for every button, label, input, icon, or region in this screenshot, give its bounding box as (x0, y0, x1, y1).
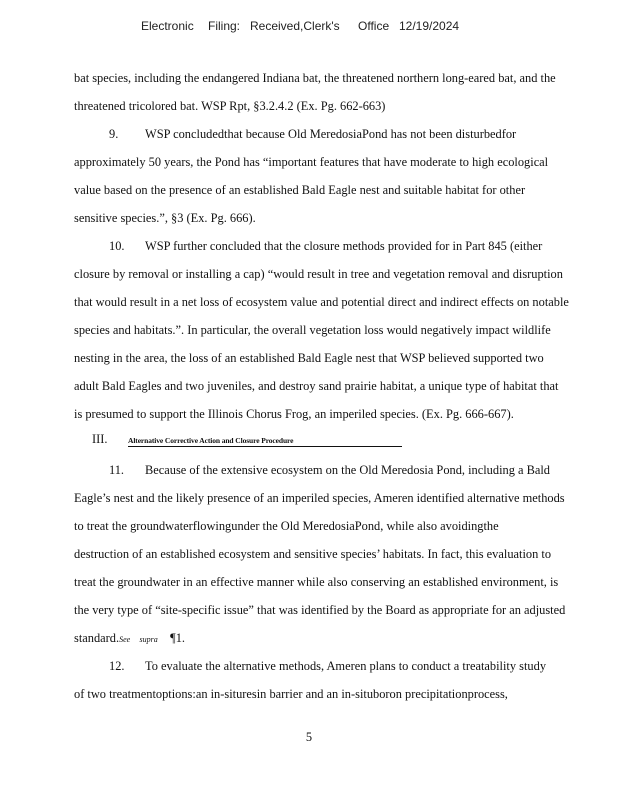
body-line: the very type of “site-specific issue” that was identified by the Board as appropriate for an adjusted (74, 603, 566, 617)
body-line: bat species, including the endangered Indiana bat, the threatened northern long-eared bat, and the (74, 71, 556, 85)
body-line: sensitive species.”, §3 (Ex. Pg. 666). (74, 211, 256, 225)
document-body (74, 64, 614, 708)
body-line: value based on the presence of an established Bald Eagle nest and suitable habitat for other (74, 183, 526, 197)
body-line: standard.See supra ¶1. (74, 631, 186, 645)
paragraph-number: 12. (109, 659, 125, 673)
header-date: 12/19/2024 (399, 19, 460, 33)
paragraph-number: 11. (109, 463, 125, 477)
body-line: threatened tricolored bat. WSP Rpt, §3.2.4.2 (Ex. Pg. 662-663) (74, 99, 386, 113)
body-line: approximately 50 years, the Pond has “important features that have moderate to high ecological (74, 155, 549, 169)
header-office: Office (358, 19, 390, 33)
body-line: to treat the groundwaterflowingunder the Old MeredosiaPond, while also avoidingthe (74, 519, 499, 533)
paragraph-number: 10. (109, 239, 125, 253)
body-line: Eagle’s nest and the likely presence of an imperiled species, Ameren identified alternative methods (74, 491, 565, 505)
citation-supra: supra (139, 635, 158, 644)
section-title: Alternative Corrective Action and Closure Procedure (128, 436, 402, 447)
header-electronic: Electronic (141, 19, 194, 33)
paragraph-10-first-line: 10. WSP further concluded that the closure methods provided for in Part 845 (either (74, 232, 614, 260)
body-line: nesting in the area, the loss of an established Bald Eagle nest that WSP believed supported two (74, 351, 544, 365)
body-line: destruction of an established ecosystem and sensitive species’ habitats. In fact, this evaluation to (74, 547, 552, 561)
paragraph-11-first-line: 11. Because of the extensive ecosystem on the Old Meredosia Pond, including a Bald (74, 456, 614, 484)
body-line: closure by removal or installing a cap) “would result in tree and vegetation removal and disruption (74, 267, 563, 281)
citation-ref: ¶1. (170, 631, 186, 645)
body-line: of two treatmentoptions:an in-situresin barrier and an in-situboron precipitationprocess, (74, 687, 508, 701)
header-received: Received,Clerk's (250, 19, 340, 33)
section-heading (92, 432, 402, 447)
body-line: treat the groundwater in an effective manner while also conserving an established environment, is (74, 575, 559, 589)
section-number: III. (92, 432, 108, 446)
body-line: is presumed to support the Illinois Chorus Frog, an imperiled species. (Ex. Pg. 666-667). (74, 407, 514, 421)
paragraph-number: 9. (109, 127, 119, 141)
paragraph-9-first-line: 9. WSP concludedthat because Old MeredosiaPond has not been disturbedfor (74, 120, 614, 148)
body-line: that would result in a net loss of ecosystem value and potential direct and indirect effects on notable (74, 295, 569, 309)
citation-see: See (119, 635, 131, 644)
body-line: adult Bald Eagles and two juveniles, and destroy sand prairie habitat, a unique type of habitat that (74, 379, 559, 393)
body-line: species and habitats.”. In particular, the overall vegetation loss would negatively impact wildlife (74, 323, 551, 337)
page-number: 5 (305, 730, 313, 744)
paragraph-12-first-line: 12. To evaluate the alternative methods, Ameren plans to conduct a treatability study (74, 652, 614, 680)
header-filing: Filing: (208, 19, 241, 33)
